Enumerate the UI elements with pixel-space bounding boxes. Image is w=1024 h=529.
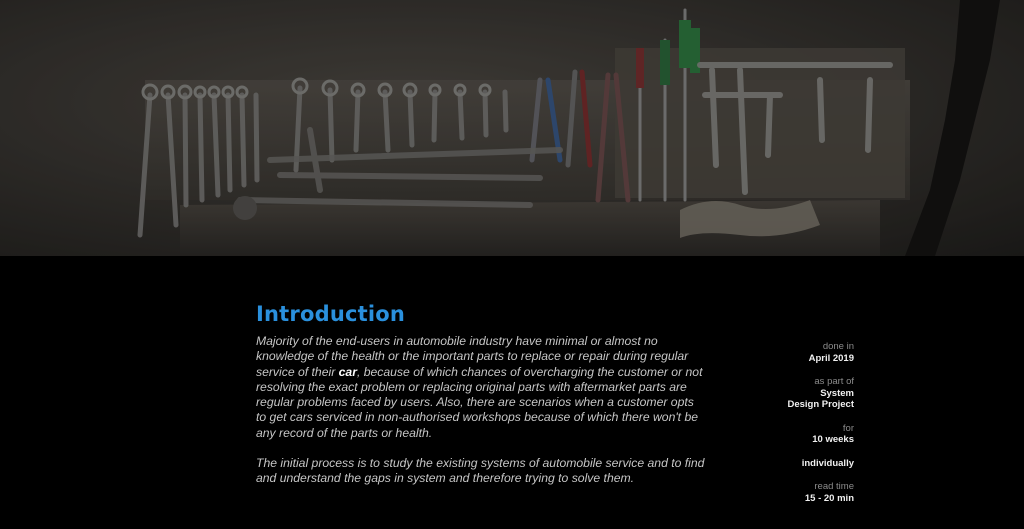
intro-emphasis: car bbox=[338, 364, 357, 379]
meta-date bbox=[734, 341, 854, 364]
intro-text: Majority of the end-users in automobile industry have minimal or almost no knowledge of the health or the important parts to replace or repair during regular service of their bbox=[256, 334, 689, 379]
meta-label: for bbox=[842, 422, 854, 434]
meta-label: read time bbox=[814, 481, 854, 492]
meta-value: 10 weeks bbox=[812, 434, 854, 445]
meta-value: April 2019 bbox=[808, 352, 854, 364]
meta-duration bbox=[734, 423, 854, 446]
meta-read-time bbox=[734, 481, 854, 504]
intro-paragraph-1 bbox=[256, 334, 706, 441]
intro-text-continued: , because of which chances of overcharging the customer or not resolving the exact problem or replacing original parts with aftermarket parts are regular problems faced by users. Also, there are scenarios when a customer opts to get cars serviced in non-authorised workshops because of which there won't be any record of the parts or health. bbox=[256, 364, 703, 440]
meta-label: done in bbox=[822, 341, 854, 352]
meta-value: System bbox=[820, 387, 854, 399]
introduction-section bbox=[256, 302, 706, 487]
meta-value: Design Project bbox=[787, 399, 854, 410]
hero-image bbox=[0, 0, 1024, 256]
meta-value: 15 - 20 min bbox=[804, 492, 854, 504]
tool-wall-illustration bbox=[0, 0, 1024, 256]
project-meta bbox=[734, 341, 854, 516]
meta-value: individually bbox=[801, 457, 854, 469]
meta-label: as part of bbox=[814, 376, 854, 387]
section-title: Introduction bbox=[256, 302, 406, 326]
intro-paragraph-2: The initial process is to study the existing systems of automobile service and to find and understand the gaps in system and therefore trying to solve them. bbox=[256, 456, 705, 486]
meta-context bbox=[734, 376, 854, 411]
meta-mode bbox=[734, 458, 854, 470]
